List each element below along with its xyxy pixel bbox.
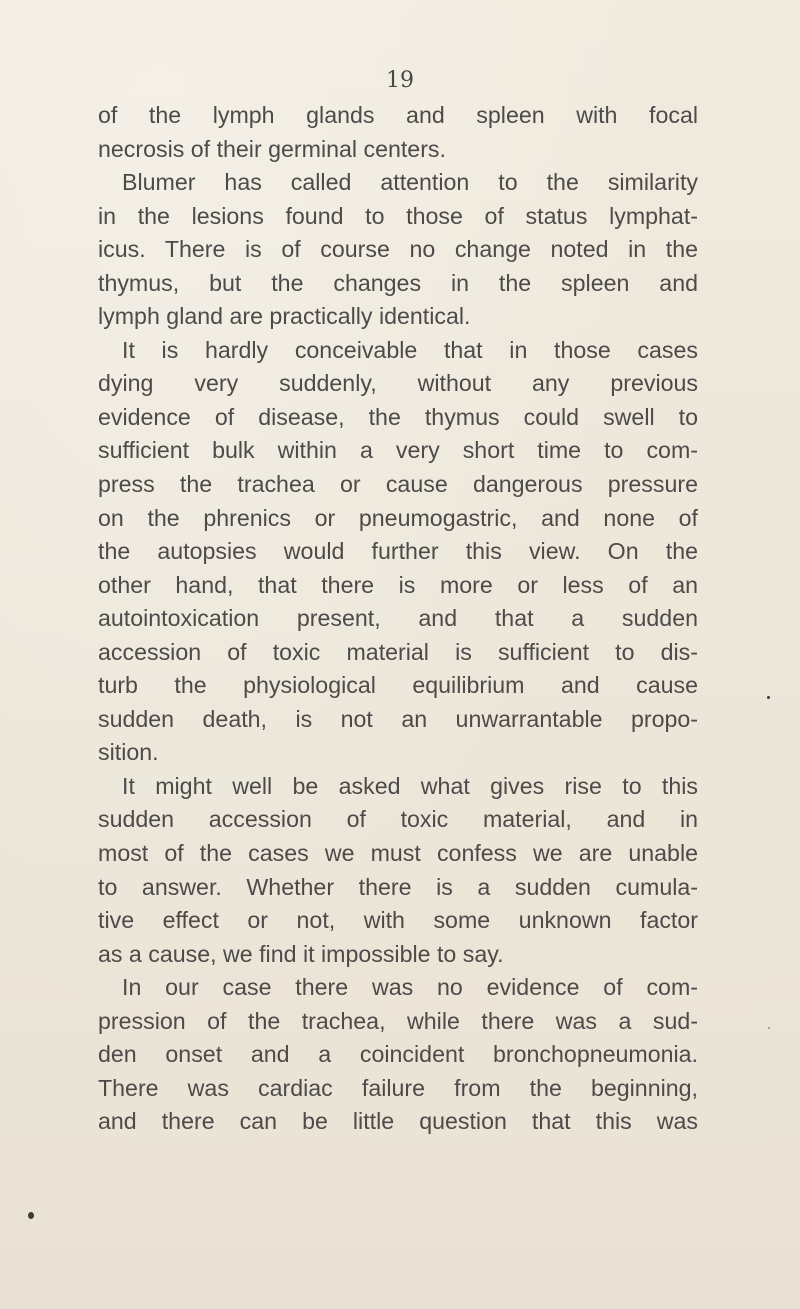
- page-number: 19: [386, 68, 414, 93]
- text-line: to answer. Whether there is a sudden cumula-: [98, 873, 698, 900]
- text-line: sudden death, is not an unwarrantable propo-: [98, 705, 698, 732]
- text-line: most of the cases we must confess we are unable: [98, 840, 698, 867]
- text-line: icus. There is of course no change noted in the: [98, 236, 698, 263]
- text-line: There was cardiac failure from the beginning,: [98, 1074, 698, 1101]
- text-line: den onset and a coincident bronchopneumonia.: [98, 1041, 698, 1068]
- ink-speck: [768, 1027, 770, 1029]
- paragraph-start: It might well be asked what gives rise to this: [122, 772, 698, 799]
- text-line: thymus, but the changes in the spleen and: [98, 269, 698, 296]
- text-line: the autopsies would further this view. On the: [98, 538, 698, 565]
- text-line: on the phrenics or pneumogastric, and none of: [98, 504, 698, 531]
- text-line: as a cause, we find it impossible to say.: [98, 940, 504, 967]
- body-text: [98, 99, 698, 1139]
- ink-speck: [767, 696, 770, 699]
- text-line: accession of toxic material is sufficient to dis-: [98, 638, 698, 665]
- ink-speck: [28, 1212, 34, 1219]
- text-line: turb the physiological equilibrium and cause: [98, 672, 698, 699]
- text-line: other hand, that there is more or less of an: [98, 571, 698, 598]
- text-line: dying very suddenly, without any previous: [98, 370, 698, 397]
- text-line: sufficient bulk within a very short time to com-: [98, 437, 698, 464]
- paragraph-start: It is hardly conceivable that in those cases: [122, 336, 698, 363]
- text-line: autointoxication present, and that a sudden: [98, 605, 698, 632]
- text-line: in the lesions found to those of status lymphat-: [98, 202, 698, 229]
- paragraph-start: Blumer has called attention to the similarity: [122, 169, 698, 196]
- text-line: tive effect or not, with some unknown factor: [98, 907, 698, 934]
- text-line: press the trachea or cause dangerous pressure: [98, 471, 698, 498]
- text-line: pression of the trachea, while there was a sud-: [98, 1007, 698, 1034]
- text-line: necrosis of their germinal centers.: [98, 135, 446, 162]
- paragraph-start: In our case there was no evidence of com-: [122, 974, 698, 1001]
- text-line: lymph gland are practically identical.: [98, 303, 471, 330]
- text-line: evidence of disease, the thymus could swell to: [98, 403, 698, 430]
- text-line: sition.: [98, 739, 159, 766]
- text-line: sudden accession of toxic material, and in: [98, 806, 698, 833]
- text-line: and there can be little question that this was: [98, 1108, 698, 1135]
- text-line: of the lymph glands and spleen with focal: [98, 102, 698, 128]
